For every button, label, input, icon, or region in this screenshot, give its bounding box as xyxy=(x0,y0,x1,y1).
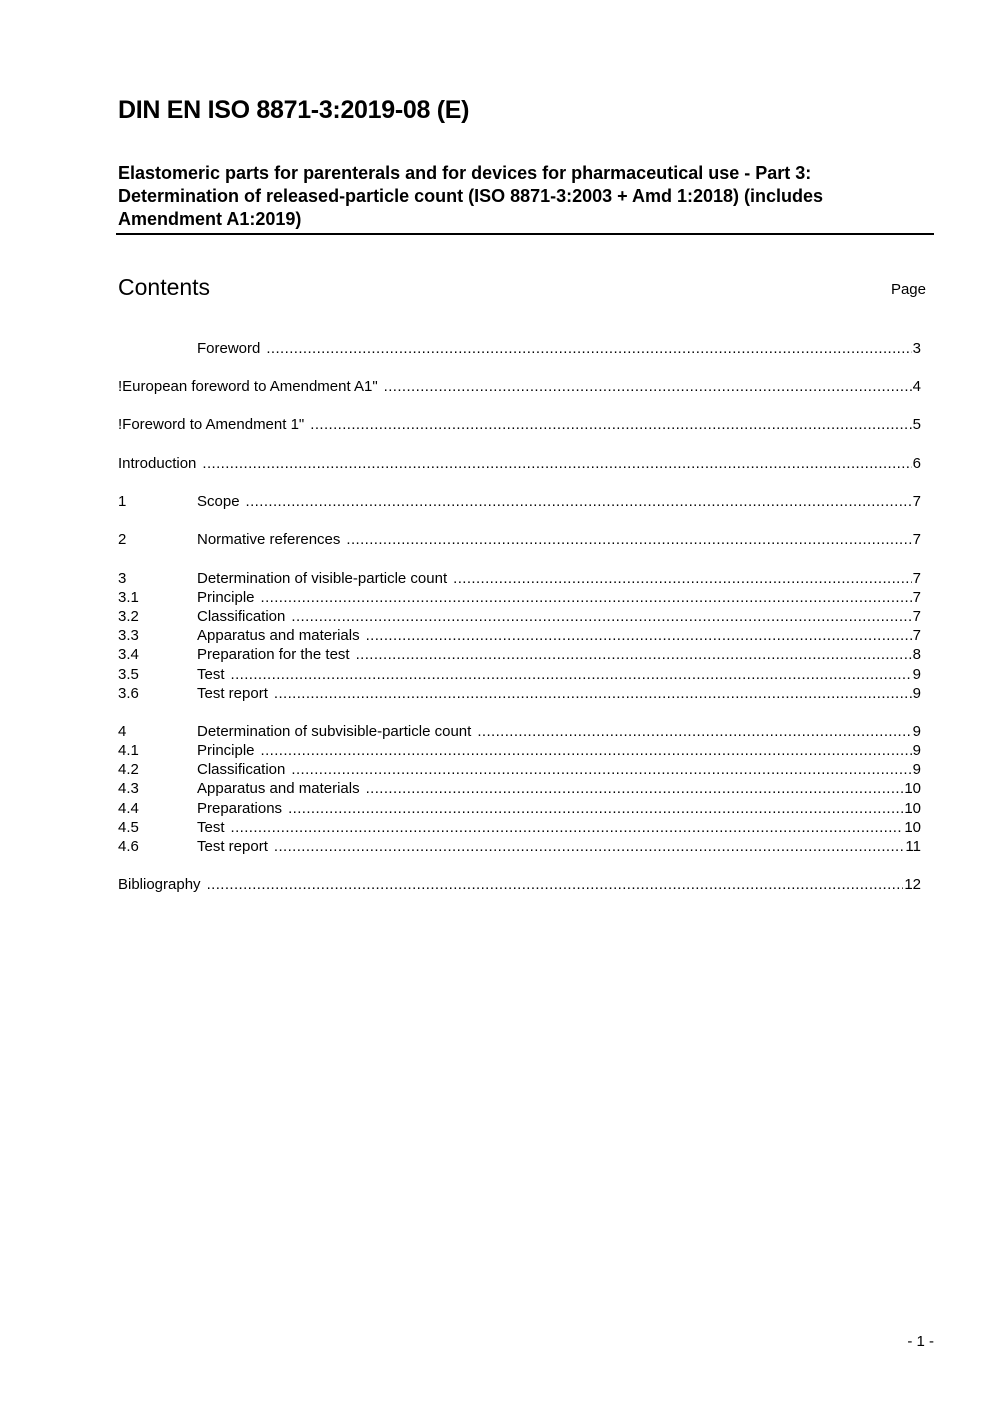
toc-entry-page: 7 xyxy=(912,627,921,644)
dot-leader xyxy=(231,818,904,837)
toc-entry-title: Preparation for the test xyxy=(197,646,350,663)
toc-entry-title: Introduction xyxy=(118,455,197,472)
toc-entry-number: 4.1 xyxy=(118,742,139,759)
toc-entry-title: Scope xyxy=(197,493,240,510)
dot-leader xyxy=(346,530,911,549)
contents-heading: Contents xyxy=(118,274,211,300)
dot-leader xyxy=(366,626,912,645)
toc-entry-title: !European foreword to Amendment A1" xyxy=(118,378,378,395)
dot-leader xyxy=(274,837,905,856)
toc-entry-title: Foreword xyxy=(197,340,261,357)
toc-entry-page: 7 xyxy=(912,531,921,548)
dot-leader xyxy=(231,665,912,684)
toc-entry[interactable] xyxy=(118,492,921,511)
toc-entry-title: Test report xyxy=(197,685,268,702)
dot-leader xyxy=(477,722,911,741)
toc-entry-title: Classification xyxy=(197,761,286,778)
toc-entry-number: 3.2 xyxy=(118,608,139,625)
toc-entry-title: Test xyxy=(197,819,225,836)
toc-entry-number: 3.6 xyxy=(118,685,139,702)
dot-leader xyxy=(291,607,911,626)
dot-leader xyxy=(274,684,912,703)
toc-entry-page: 9 xyxy=(912,742,921,759)
toc-entry-number: 4.4 xyxy=(118,800,139,817)
toc-entry-number: 3.5 xyxy=(118,666,139,683)
toc-entry-number: 4.2 xyxy=(118,761,139,778)
dot-leader xyxy=(246,492,912,511)
toc-entry[interactable] xyxy=(118,665,921,684)
toc-entry[interactable] xyxy=(118,837,921,856)
toc-entry-number: 3 xyxy=(118,570,127,587)
toc-entry[interactable] xyxy=(118,645,921,664)
toc-entry-page: 9 xyxy=(912,666,921,683)
title-divider xyxy=(116,233,934,235)
toc-entry-page: 4 xyxy=(912,378,921,395)
toc-entry-title: Determination of visible-particle count xyxy=(197,570,448,587)
dot-leader xyxy=(384,377,912,396)
dot-leader xyxy=(202,454,911,473)
dot-leader xyxy=(356,645,912,664)
toc-entry[interactable] xyxy=(118,454,921,473)
toc-entry[interactable] xyxy=(118,799,921,818)
page-column-heading: Page xyxy=(890,281,926,298)
toc-entry[interactable] xyxy=(118,607,921,626)
toc-entry-page: 3 xyxy=(912,340,921,357)
toc-entry-page: 7 xyxy=(912,608,921,625)
toc-entry-number: 3.4 xyxy=(118,646,139,663)
toc-entry-title: Apparatus and materials xyxy=(197,627,360,644)
toc-entry[interactable] xyxy=(118,875,921,894)
toc-entry-number: 4.6 xyxy=(118,838,139,855)
dot-leader xyxy=(291,760,911,779)
toc-entry-page: 7 xyxy=(912,570,921,587)
toc-entry-number: 2 xyxy=(118,531,127,548)
toc-entry-title: Test xyxy=(197,666,225,683)
toc-entry[interactable] xyxy=(118,530,921,549)
toc-entry-title: Determination of subvisible-particle count xyxy=(197,723,472,740)
toc-entry[interactable] xyxy=(118,779,921,798)
dot-leader xyxy=(288,799,903,818)
toc-entry[interactable] xyxy=(118,741,921,760)
dot-leader xyxy=(266,339,911,358)
toc-entry-title: Bibliography xyxy=(118,876,201,893)
toc-entry[interactable] xyxy=(118,588,921,607)
toc-entry-title: !Foreword to Amendment 1" xyxy=(118,416,305,433)
toc-entry-number: 3.1 xyxy=(118,589,139,606)
dot-leader xyxy=(207,875,904,894)
toc-entry[interactable] xyxy=(118,684,921,703)
toc-entry-title: Apparatus and materials xyxy=(197,780,360,797)
dot-leader xyxy=(453,569,912,588)
toc-entry-page: 9 xyxy=(912,723,921,740)
dot-leader xyxy=(310,415,911,434)
toc-entry-page: 10 xyxy=(904,819,921,836)
toc-entry-title: Test report xyxy=(197,838,268,855)
page-number: - 1 - xyxy=(907,1333,934,1350)
toc-entry[interactable] xyxy=(118,626,921,645)
toc-entry-number: 3.3 xyxy=(118,627,139,644)
toc-entry-page: 7 xyxy=(912,589,921,606)
toc-entry[interactable] xyxy=(118,415,921,434)
toc-entry-title: Principle xyxy=(197,742,255,759)
toc-entry-number: 4.5 xyxy=(118,819,139,836)
toc-entry[interactable] xyxy=(118,339,921,358)
toc-entry-title: Normative references xyxy=(197,531,341,548)
toc-entry-number: 1 xyxy=(118,493,127,510)
toc-entry-page: 8 xyxy=(912,646,921,663)
toc-entry-page: 10 xyxy=(904,800,921,817)
dot-leader xyxy=(261,741,912,760)
toc-entry-page: 9 xyxy=(912,685,921,702)
standard-title: DIN EN ISO 8871-3:2019-08 (E) xyxy=(118,96,470,124)
dot-leader xyxy=(261,588,912,607)
toc-entry-number: 4 xyxy=(118,723,127,740)
dot-leader xyxy=(366,779,904,798)
toc-entry-page: 12 xyxy=(904,876,921,893)
toc-entry[interactable] xyxy=(118,377,921,396)
toc-entry[interactable] xyxy=(118,569,921,588)
toc-entry-title: Classification xyxy=(197,608,286,625)
document-subtitle: Elastomeric parts for parenterals and for devices for pharmaceutical use - Part 3: Determination of released-particle count (ISO 8871-3:2003 + Amd 1:2018) (includes Amendment A1:2019) xyxy=(118,163,824,229)
toc-entry-number: 4.3 xyxy=(118,780,139,797)
toc-entry-title: Preparations xyxy=(197,800,283,817)
toc-entry-page: 6 xyxy=(912,455,921,472)
toc-entry[interactable] xyxy=(118,760,921,779)
toc-entry-page: 7 xyxy=(912,493,921,510)
toc-entry-title: Principle xyxy=(197,589,255,606)
toc-entry[interactable] xyxy=(118,818,921,837)
toc-entry-page: 11 xyxy=(905,838,921,855)
toc-entry-page: 5 xyxy=(912,416,921,433)
toc-entry-page: 10 xyxy=(904,780,921,797)
toc-entry-page: 9 xyxy=(912,761,921,778)
toc-entry[interactable] xyxy=(118,722,921,741)
